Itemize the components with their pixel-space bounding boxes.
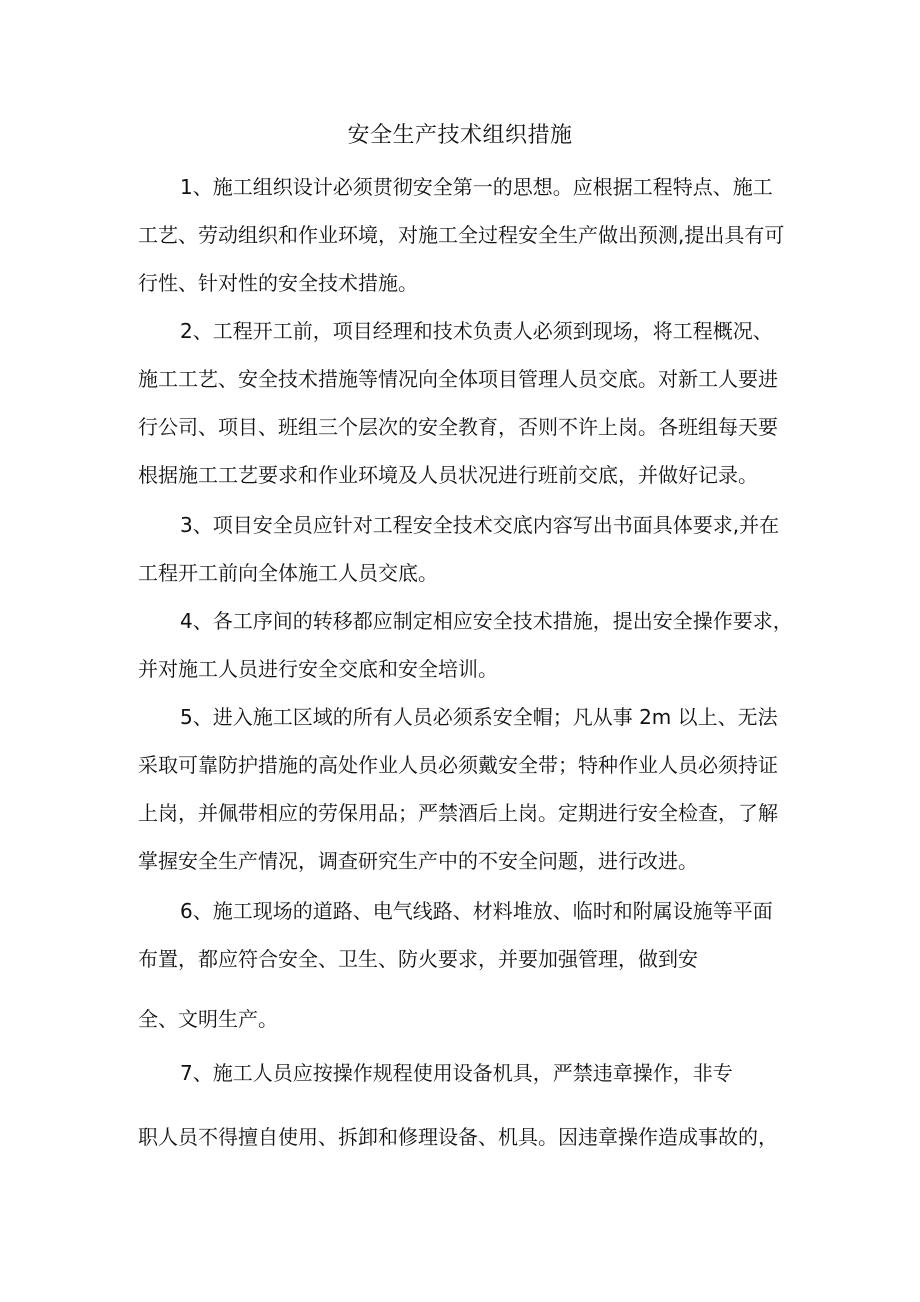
paragraph-1-line-2: 工艺、劳动组织和作业环境，对施工全过程安全生产做出预测,提出具有可 [138,223,785,247]
paragraph-6-line-3: 全、文明生产。 [138,1007,278,1031]
paragraph-2-line-2: 施工工艺、安全技术措施等情况向全体项目管理人员交底。对新工人要进 [138,367,778,391]
paragraph-7-line-2: 职人员不得擅自使用、拆卸和修理设备、机具。因违章操作造成事故的， [138,1125,778,1149]
paragraph-1-line-1: 1、施工组织设计必须贯彻安全第一的思想。应根据工程特点、施工 [180,175,773,199]
paragraph-2-line-3: 行公司、项目、班组三个层次的安全教育，否则不许上岗。各班组每天要 [138,415,778,439]
paragraph-5-line-4: 掌握安全生产情况，调查研究生产中的不安全问题，进行改进。 [138,849,698,873]
paragraph-2-line-4: 根据施工工艺要求和作业环境及人员状况进行班前交底，并做好记录。 [138,463,758,487]
paragraph-6-line-1: 6、施工现场的道路、电气线路、材料堆放、临时和附属设施等平面 [180,899,773,923]
paragraph-3-line-2: 工程开工前向全体施工人员交底。 [138,561,438,585]
paragraph-4-line-2: 并对施工人员进行安全交底和安全培训。 [138,657,498,681]
paragraph-5-line-2: 采取可靠防护措施的高处作业人员必须戴安全带；特种作业人员必须持证 [138,753,778,777]
paragraph-6-line-2: 布置，都应符合安全、卫生、防火要求，并要加强管理，做到安 [138,947,698,971]
paragraph-2-line-1: 2、工程开工前，项目经理和技术负责人必须到现场，将工程概况、 [180,319,773,343]
paragraph-1-line-3: 行性、针对性的安全技术措施。 [138,271,418,295]
document-title: 安全生产技术组织措施 [347,123,573,148]
paragraph-5-line-1: 5、进入施工区域的所有人员必须系安全帽；凡从事 2m 以上、无法 [180,705,778,729]
paragraph-3-line-1: 3、项目安全员应针对工程安全技术交底内容写出书面具体要求,并在 [180,513,780,537]
paragraph-7-line-1: 7、施工人员应按操作规程使用设备机具，严禁违章操作，非专 [180,1061,733,1085]
paragraph-4-line-1: 4、各工序间的转移都应制定相应安全技术措施，提出安全操作要求， [180,609,793,633]
paragraph-5-line-3: 上岗，并佩带相应的劳保用品；严禁酒后上岗。定期进行安全检查，了解 [138,801,778,825]
